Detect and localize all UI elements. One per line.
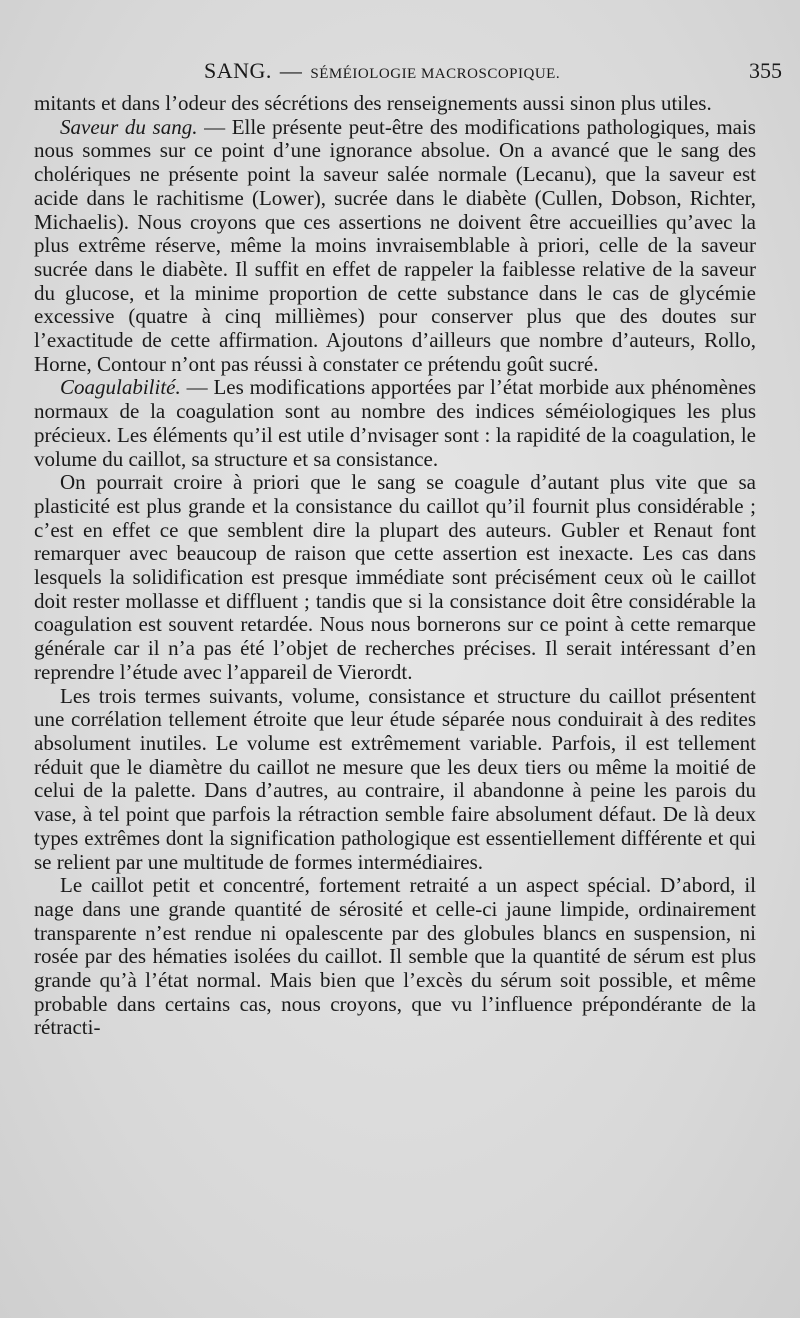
paragraph-saveur bbox=[34, 116, 756, 377]
paragraph-text: — Elle présente peut-être des modifications pathologiques, mais nous sommes sur ce point d’une ignorance absolue. On a avancé que le sang des cholériques ne présente point la saveur salée normale (Lecanu), que la saveur est acide dans le rachitisme (Lower), sucrée dans le diabète (Cullen, Dobson, Richter, Michaelis). Nous croyons que ces assertions ne doivent être accueillies qu’avec la plus extrême réserve, même la moins invraisemblable à priori, celle de la saveur sucrée dans le diabète. Il suffit en effet de rappeler la faiblesse relative de la saveur du glucose, et la minime proportion de cette substance dans le cas de glycémie excessive (quatre à cinq millièmes) pour conserver plus que des doutes sur l’exactitude de cette affirmation. Ajoutons d’ailleurs que nombre d’auteurs, Rollo, Horne, Contour n’ont pas réussi à constater ce prétendu goût sucré. bbox=[34, 114, 756, 376]
header-dash: — bbox=[279, 58, 303, 83]
header-title bbox=[204, 58, 560, 84]
paragraph-text: Le caillot petit et concentré, fortement retraité a un aspect spécial. D’abord, il nage dans une grande quantité de sérosité et celle-ci jaune limpide, ordinairement transparente n’est rendue ni opalescente par des globules blancs en suspension, ni rosée par des hématies isolées du caillot. Il semble que la quantité de sérum est plus grande qu’à l’état normal. Mais bien que l’excès du sérum soit possible, et même probable dans certains cas, nous croyons, que vu l’influence prépondérante de la rétracti- bbox=[34, 873, 756, 1040]
paragraph-text: Les trois termes suivants, volume, consistance et structure du caillot présentent une corrélation tellement étroite que leur étude séparée nous conduirait à des redites absolument inutiles. Le volume est extrêmement variable. Parfois, il est tellement réduit que le diamètre du caillot ne mesure que les deux tiers ou même la moitié de celui de la palette. Dans d’autres, au contraire, il abandonne à peine les parois du vase, à tel point que parfois la rétraction semble faire absolument défaut. De là deux types extrêmes dont la signification pathologique est essentiellement différente et qui se relient par une multitude de formes intermédiaires. bbox=[34, 683, 756, 874]
paragraph-continuation bbox=[34, 92, 756, 116]
header-section: SANG. bbox=[204, 58, 272, 83]
header-subtitle: SÉMÉIOLOGIE MACROSCOPIQUE. bbox=[310, 66, 561, 82]
paragraph-text: — Les modifications apportées par l’état morbide aux phénomènes normaux de la coagulation sont au nombre des indices séméiologiques les plus précieux. Les éléments qu’il est utile d’nvisager sont : la rapidité de la coagulation, le volume du caillot, sa structure et sa consistance. bbox=[34, 375, 756, 471]
paragraph-plasticite bbox=[34, 471, 756, 684]
paragraph-text: mitants et dans l’odeur des sécrétions des renseignements aussi sinon plus utiles. bbox=[34, 91, 712, 115]
paragraph-caillot-petit bbox=[34, 874, 756, 1040]
section-heading-saveur: Saveur du sang. bbox=[60, 114, 198, 139]
page-body bbox=[34, 92, 756, 1040]
page-number: 355 bbox=[749, 58, 782, 83]
paragraph-coagulabilite bbox=[34, 376, 756, 471]
section-heading-coagulabilite: Coagulabilité. bbox=[60, 375, 181, 400]
running-header bbox=[34, 58, 782, 88]
paragraph-volume bbox=[34, 685, 756, 875]
paragraph-text: On pourrait croire à priori que le sang se coagule d’autant plus vite que sa plasticité est plus grande et la consistance du caillot qu’il fournit plus considérable ; c’est en effet ce que semblent dire la plupart des auteurs. Gubler et Renaut font remarquer avec beaucoup de raison que cette assertion est inexacte. Les cas dans lesquels la solidification est presque immédiate sont précisément ceux où le caillot doit rester mollasse et diffluent ; tandis que si la consistance doit être considérable la coagulation est souvent retardée. Nous nous bornerons sur ce point à cette remarque générale car il n’a pas été l’objet de recherches précises. Il serait intéressant d’en reprendre l’étude avec l’appareil de Vierordt. bbox=[34, 470, 756, 684]
